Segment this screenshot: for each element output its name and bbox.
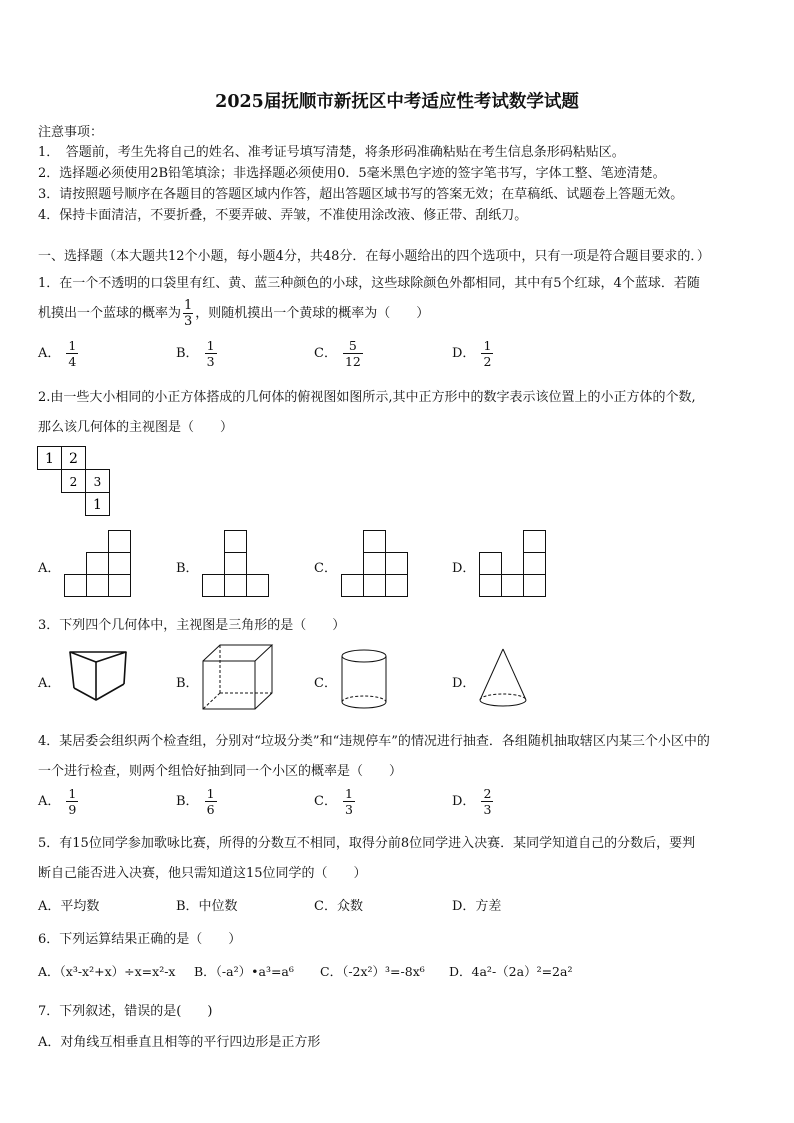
q2-option-c-figure <box>340 530 412 600</box>
q1-option-b-frac <box>205 338 217 369</box>
q1-option-b-label: B． <box>176 346 199 361</box>
frac-den: 3 <box>206 354 215 369</box>
q2-option-a-figure <box>63 530 135 600</box>
q4-option-d[interactable] <box>452 786 493 817</box>
q7-stem: 7．下列叙述，错误的是( ) <box>38 1004 213 1019</box>
q1-fraction-den: 3 <box>184 314 193 329</box>
q4-option-d-frac <box>481 786 493 817</box>
notice-item-3: 3．请按照题号顺序在各题目的答题区域内作答，超出答题区域书写的答案无效；在草稿纸、试题卷上答题无效。 <box>38 187 684 202</box>
q4-option-b-label: B． <box>176 794 199 809</box>
frac-num: 1 <box>68 786 77 801</box>
q1-fraction <box>183 298 193 329</box>
cone-icon <box>476 646 532 712</box>
q6-option-b[interactable]: B．（-a²）•a³=a⁶ <box>194 964 294 979</box>
q4-option-c-label: C． <box>314 794 337 809</box>
q5-option-a[interactable]: A．平均数 <box>38 899 100 914</box>
q4-option-a-label: A． <box>38 794 61 809</box>
frac-num: 1 <box>206 786 215 801</box>
q1-option-c[interactable] <box>314 338 363 369</box>
frac-num: 5 <box>343 338 363 354</box>
q1-line2 <box>38 298 429 329</box>
q2-top-view-grid <box>37 446 117 521</box>
q4-line2: 一个进行检查，则两个组恰好抽到同一个小区的概率是（ ） <box>38 764 403 779</box>
q2-option-b-label[interactable]: B． <box>176 561 199 576</box>
q1-line2a: 机摸出一个蓝球的概率为 <box>38 306 182 321</box>
frac-den: 2 <box>483 354 492 369</box>
q1-option-d[interactable] <box>452 338 493 369</box>
q4-option-b[interactable] <box>176 786 217 817</box>
q1-line1: 1．在一个不透明的口袋里有红、黄、蓝三种颜色的小球，这些球除颜色外都相同，其中有5个红球，4个蓝球．若随 <box>38 276 700 291</box>
notice-item-2: 2．选择题必须使用2B铅笔填涂；非选择题必须使用0．5毫米黑色字迹的签字笔书写，字体工整、笔迹清楚。 <box>38 166 666 181</box>
q1-line2b: ，则随机摸出一个黄球的概率为（ ） <box>195 306 430 321</box>
q5-line2: 断自己能否进入决赛，他只需知道这15位同学的（ ） <box>38 866 367 881</box>
notice-item-1: 1． 答题前，考生先将自己的姓名、准考证号填写清楚，将条形码准确粘贴在考生信息条形码粘贴区。 <box>38 145 625 160</box>
frac-den: 12 <box>344 354 361 369</box>
q5-option-c[interactable]: C．众数 <box>314 899 363 914</box>
q1-option-a[interactable] <box>38 338 78 369</box>
q5-option-b[interactable]: B．中位数 <box>176 899 238 914</box>
frac-num: 1 <box>344 786 353 801</box>
q2-option-b-figure <box>201 530 273 600</box>
q1-option-d-frac <box>481 338 493 369</box>
q5-line1: 5．有15位同学参加歌咏比赛，所得的分数互不相同，取得分前8位同学进入决赛．某同学知道自己的分数后，要判 <box>38 836 696 851</box>
q5-option-d[interactable]: D．方差 <box>452 899 502 914</box>
notice-item-4: 4．保持卡面清洁，不要折叠，不要弄破、弄皱，不准使用涂改液、修正带、刮纸刀。 <box>38 208 528 223</box>
q1-option-c-frac <box>343 338 363 369</box>
q1-option-b[interactable] <box>176 338 217 369</box>
cube-icon <box>200 643 276 711</box>
frac-den: 3 <box>483 802 492 817</box>
q3-option-a-label[interactable]: A． <box>38 676 61 691</box>
q1-option-c-label: C． <box>314 346 337 361</box>
q1-option-a-label: A． <box>38 346 61 361</box>
q4-option-a[interactable] <box>38 786 78 817</box>
frac-num: 1 <box>68 338 77 353</box>
q2-option-d-label[interactable]: D． <box>452 561 476 576</box>
triangular-prism-icon <box>66 646 136 706</box>
q3-option-c-label[interactable]: C． <box>314 676 337 691</box>
q4-option-c-frac <box>343 786 355 817</box>
q6-option-d[interactable]: D．4a²-（2a）²=2a² <box>449 964 573 979</box>
q6-stem: 6．下列运算结果正确的是（ ） <box>38 932 242 947</box>
q2-option-a-label[interactable]: A． <box>38 561 61 576</box>
q1-fraction-num: 1 <box>184 298 193 313</box>
q2-option-c-label[interactable]: C． <box>314 561 337 576</box>
q2-line2: 那么该几何体的主视图是（ ） <box>38 420 234 435</box>
q4-line1: 4．某居委会组织两个检查组，分别对“垃圾分类”和“违规停车”的情况进行抽查．各组随机抽取辖区内某三个小区中的 <box>38 734 710 749</box>
q6-option-c[interactable]: C．（-2x²）³=-8x⁶ <box>320 964 425 979</box>
q2-line1: 2.由一些大小相同的小正方体搭成的几何体的俯视图如图所示,其中正方形中的数字表示该位置上的小正方体的个数, <box>38 390 696 405</box>
frac-num: 2 <box>483 786 492 801</box>
cylinder-icon <box>340 648 390 712</box>
q4-option-d-label: D． <box>452 794 476 809</box>
notice-heading: 注意事项： <box>38 125 104 140</box>
grid-number-5: 1 <box>93 497 102 513</box>
grid-number-2: 2 <box>69 451 78 467</box>
q3-option-b-label[interactable]: B． <box>176 676 199 691</box>
grid-number-1: 1 <box>45 451 54 467</box>
grid-number-3: 2 <box>69 475 78 489</box>
frac-den: 6 <box>206 802 215 817</box>
q3-stem: 3．下列四个几何体中，主视图是三角形的是（ ） <box>38 618 346 633</box>
section-heading: 一、选择题（本大题共12个小题，每小题4分，共48分．在每小题给出的四个选项中，只有一项是符合题目要求的．） <box>38 249 710 264</box>
q1-option-a-frac <box>66 338 78 369</box>
q4-option-c[interactable] <box>314 786 355 817</box>
frac-den: 4 <box>68 354 77 369</box>
page-title: 2025届抚顺市新抚区中考适应性考试数学试题 <box>215 92 579 112</box>
frac-num: 1 <box>483 338 492 353</box>
q7-option-a[interactable]: A．对角线互相垂直且相等的平行四边形是正方形 <box>38 1035 321 1050</box>
frac-den: 3 <box>344 802 353 817</box>
grid-number-4: 3 <box>93 475 102 489</box>
q4-option-a-frac <box>66 786 78 817</box>
frac-num: 1 <box>206 338 215 353</box>
q3-option-d-label[interactable]: D． <box>452 676 476 691</box>
q6-option-a[interactable]: A．（x³-x²+x）÷x=x²-x <box>38 964 176 979</box>
q4-option-b-frac <box>205 786 217 817</box>
q1-option-d-label: D． <box>452 346 476 361</box>
frac-den: 9 <box>68 802 77 817</box>
q2-option-d-figure <box>478 530 550 600</box>
